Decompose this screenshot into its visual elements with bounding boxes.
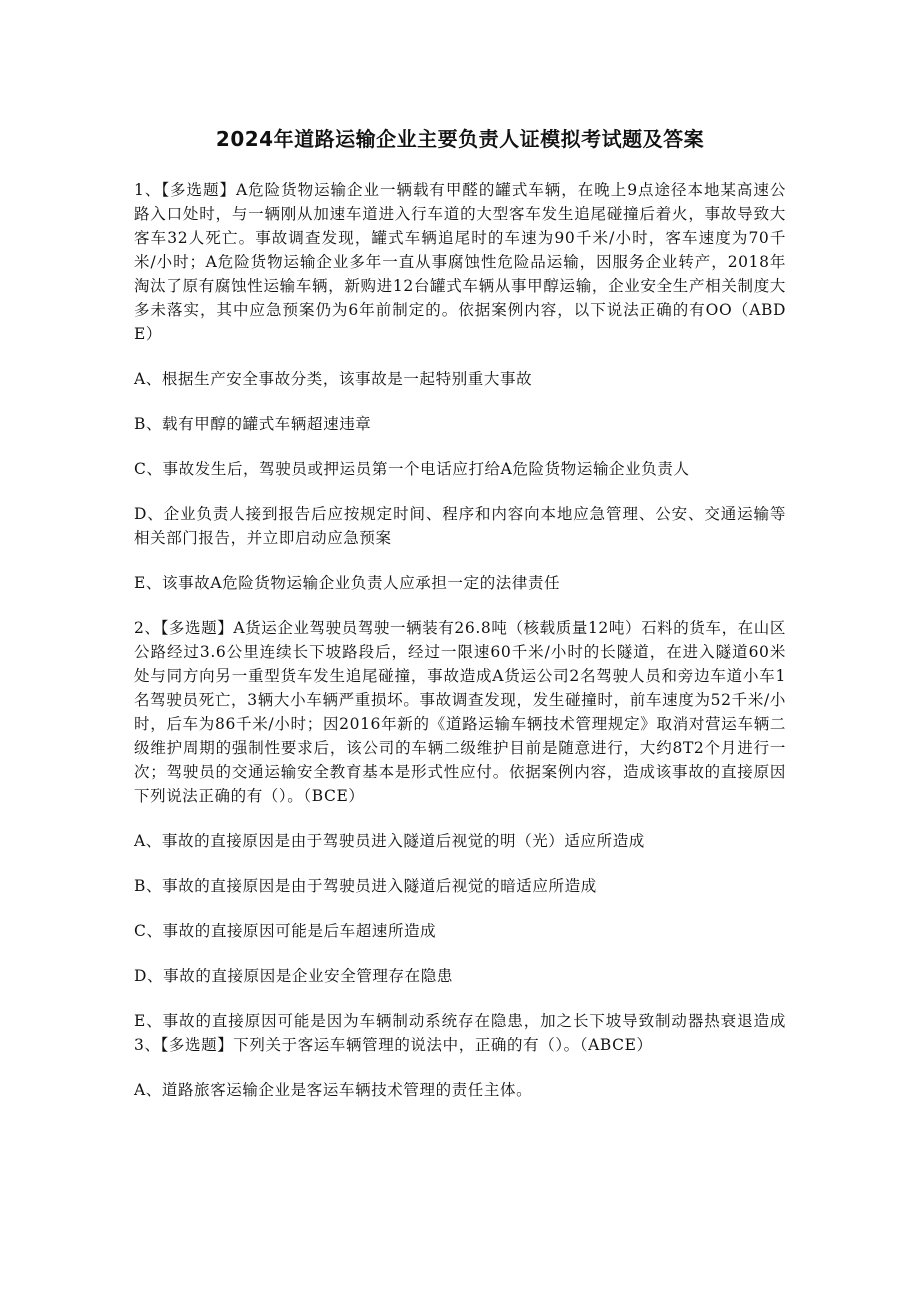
question-2-option-a: A、事故的直接原因是由于驾驶员进入隧道后视觉的明（光）适应所造成 bbox=[134, 832, 645, 850]
question-2-option-b: B、事故的直接原因是由于驾驶员进入隧道后视觉的暗适应所造成 bbox=[134, 877, 597, 895]
question-2-option-d: D、事故的直接原因是企业安全管理存在隐患 bbox=[134, 967, 453, 985]
question-1-stem: 1、【多选题】A危险货物运输企业一辆载有甲醛的罐式车辆，在晚上9点途径本地某高速公路入口处时，与一辆刚从加速车道进入行车道的大型客车发生追尾碰撞后着火，事故导致大客车32人死亡。事故调查发现，罐式车辆追尾时的车速为90千米/小时，客车速度为70千米/小时；A危险货物运输企业多年一直从事腐蚀性危险品运输，因服务企业转产，2018年淘汰了原有腐蚀性运输车辆，新购进12台罐式车辆从事甲醇运输，企业安全生产相关制度大多未落实，其中应急预案仍为6年前制定的。依据案例内容，以下说法正确的有OO（ABDE） bbox=[134, 181, 786, 343]
document-title: 2024年道路运输企业主要负责人证模拟考试题及答案 bbox=[215, 127, 705, 151]
question-1-option-c: C、事故发生后，驾驶员或押运员第一个电话应打给A危险货物运输企业负责人 bbox=[134, 460, 690, 478]
document-body bbox=[134, 178, 786, 1123]
question-3-option-a: A、道路旅客运输企业是客运车辆技术管理的责任主体。 bbox=[134, 1081, 533, 1099]
question-1-option-e: E、该事故A危险货物运输企业负责人应承担一定的法律责任 bbox=[134, 574, 561, 592]
question-1-option-a: A、根据生产安全事故分类，该事故是一起特别重大事故 bbox=[134, 370, 533, 388]
question-2-option-c: C、事故的直接原因可能是后车超速所造成 bbox=[134, 922, 437, 940]
question-1-option-b: B、载有甲醇的罐式车辆超速违章 bbox=[134, 415, 372, 433]
question-2-stem: 2、【多选题】A货运企业驾驶员驾驶一辆装有26.8吨（核载质量12吨）石料的货车，在山区公路经过3.6公里连续长下坡路段后，经过一限速60千米/小时的长隧道，在进入隧道60米处与同方向另一重型货车发生追尾碰撞，事故造成A货运公司2名驾驶人员和旁边车道小车1名驾驶员死亡，3辆大小车辆严重损坏。事故调查发现，发生碰撞时，前车速度为52千米/小时，后车为86千米/小时；因2016年新的《道路运输车辆技术管理规定》取消对营运车辆二级维护周期的强制性要求后，该公司的车辆二级维护目前是随意进行，大约8T2个月进行一次；驾驶员的交通运输安全教育基本是形式性应付。依据案例内容，造成该事故的直接原因下列说法正确的有（）。（BCE） bbox=[134, 619, 786, 805]
question-1-option-d: D、企业负责人接到报告后应按规定时间、程序和内容向本地应急管理、公安、交通运输等相关部门报告，并立即启动应急预案 bbox=[134, 505, 786, 547]
question-2-option-e: E、事故的直接原因可能是因为车辆制动系统存在隐患，加之长下坡导致制动器热衰退造成3、【多选题】下列关于客运车辆管理的说法中，正确的有（）。（ABCE） bbox=[134, 1012, 786, 1054]
